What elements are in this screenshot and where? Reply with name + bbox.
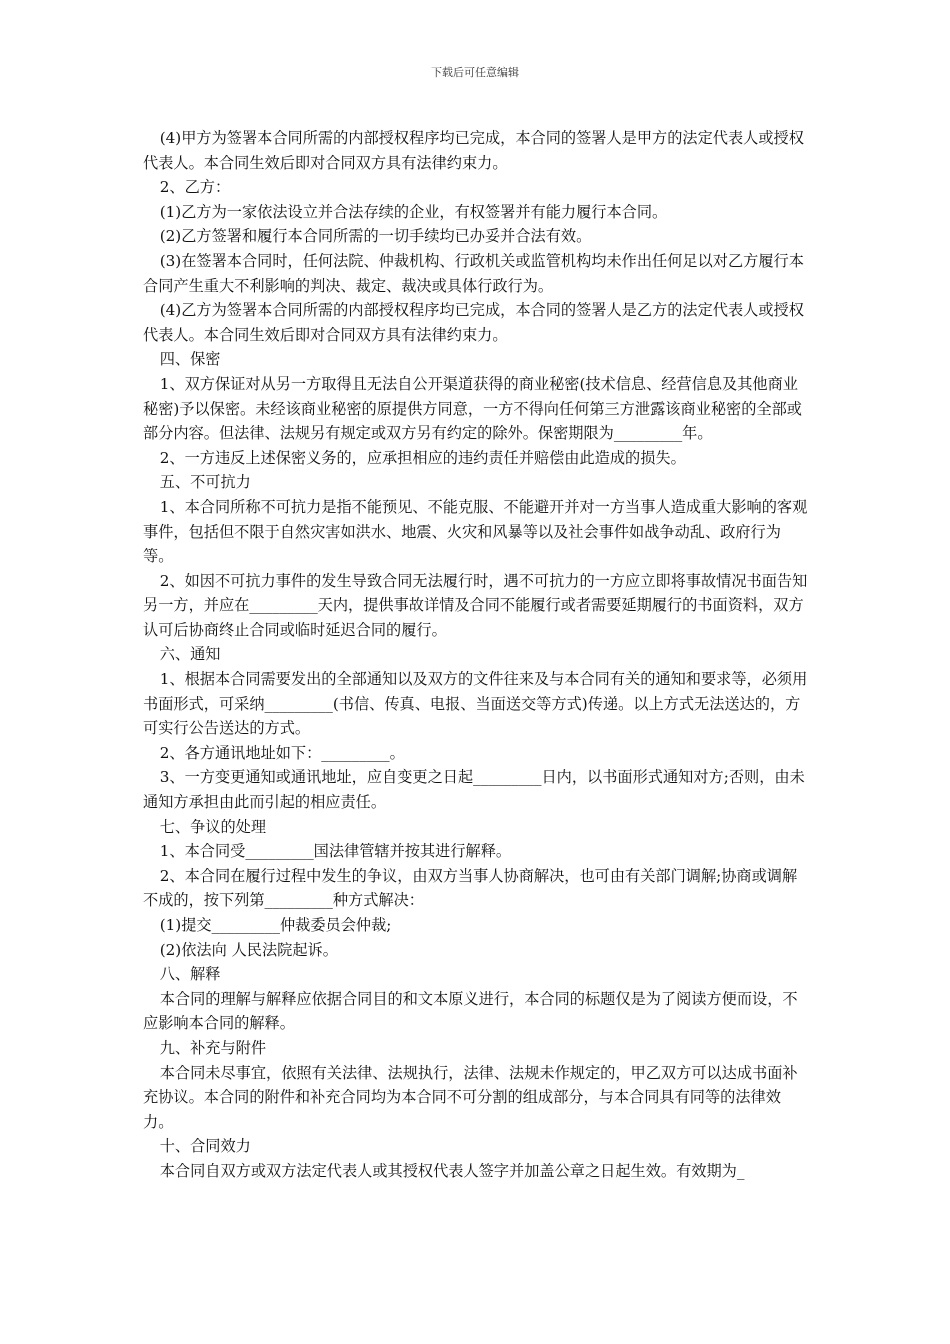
document-body bbox=[143, 126, 811, 1184]
paragraph-force-majeure-2: 2、如因不可抗力事件的发生导致合同无法履行时，遇不可抗力的一方应立即将事故情况书面告知另一方，并应在_________天内，提供事故详情及合同不能履行或者需要延期履行的书面资料，双方认可后协商终止合同或临时延迟合同的履行。 bbox=[143, 571, 808, 639]
paragraph-party-b-heading: 2、乙方： bbox=[159, 178, 231, 197]
section-heading-dispute: 七、争议的处理 bbox=[159, 817, 267, 836]
paragraph-validity: 本合同自双方或双方法定代表人或其授权代表人签字并加盖公章之日起生效。有效期为_ bbox=[159, 1161, 745, 1180]
paragraph-party-b-4: (4)乙方为签署本合同所需的内部授权程序均已完成，本合同的签署人是乙方的法定代表人或授权代表人。本合同生效后即对合同双方具有法律约束力。 bbox=[143, 301, 804, 344]
paragraph-force-majeure-1: 1、本合同所称不可抗力是指不能预见、不能克服、不能避开并对一方当事人造成重大影响的客观事件，包括但不限于自然灾害如洪水、地震、火灾和风暴等以及社会事件如战争动乱、政府行为等。 bbox=[143, 497, 808, 566]
section-heading-notice: 六、通知 bbox=[159, 645, 221, 664]
paragraph-interpretation: 本合同的理解与解释应依据合同目的和文本原义进行，本合同的标题仅是为了阅读方便而设，不应影响本合同的解释。 bbox=[143, 989, 798, 1033]
paragraph-party-b-2: (2)乙方签署和履行本合同所需的一切手续均已办妥并合法有效。 bbox=[159, 227, 592, 246]
paragraph-party-b-3: (3)在签署本合同时，任何法院、仲裁机构、行政机关或监管机构均未作出任何足以对乙方履行本合同产生重大不利影响的判决、裁定、裁决或具体行政行为。 bbox=[143, 251, 804, 295]
paragraph-supplement: 本合同未尽事宜，依照有关法律、法规执行，法律、法规未作规定的，甲乙双方可以达成书面补充协议。本合同的附件和补充合同均为本合同不可分割的组成部分，与本合同具有同等的法律效力。 bbox=[143, 1063, 798, 1131]
paragraph-dispute-option-2: (2)依法向 人民法院起诉。 bbox=[159, 940, 338, 959]
paragraph-confidentiality-2: 2、一方违反上述保密义务的，应承担相应的违约责任并赔偿由此造成的损失。 bbox=[159, 448, 686, 467]
paragraph-party-b-1: (1)乙方为一家依法设立并合法存续的企业，有权签署并有能力履行本合同。 bbox=[159, 202, 668, 221]
section-heading-supplement: 九、补充与附件 bbox=[159, 1038, 267, 1057]
paragraph-confidentiality-1: 1、双方保证对从另一方取得且无法自公开渠道获得的商业秘密(技术信息、经营信息及其他商业秘密)予以保密。未经该商业秘密的原提供方同意，一方不得向任何第三方泄露该商业秘密的全部或部分内容。但法律、法规另有规定或双方另有约定的除外。保密期限为_________年。 bbox=[143, 374, 802, 443]
paragraph-notice-2: 2、各方通讯地址如下：_________。 bbox=[159, 743, 405, 762]
section-heading-interpretation: 八、解释 bbox=[159, 965, 221, 984]
section-heading-force-majeure: 五、不可抗力 bbox=[159, 473, 251, 492]
paragraph-dispute-2: 2、本合同在履行过程中发生的争议，由双方当事人协商解决，也可由有关部门调解;协商或调解不成的，按下列第_________种方式解决： bbox=[143, 866, 798, 910]
section-heading-confidentiality: 四、保密 bbox=[159, 350, 221, 369]
section-heading-validity: 十、合同效力 bbox=[159, 1137, 251, 1156]
paragraph-notice-1: 1、根据本合同需要发出的全部通知以及双方的文件往来及与本合同有关的通知和要求等，必须用书面形式，可采纳_________(书信、传真、电报、当面送交等方式)传递。以上方式无法送达的，方可实行公告送达的方式。 bbox=[143, 670, 808, 738]
paragraph-dispute-1: 1、本合同受_________国法律管辖并按其进行解释。 bbox=[159, 842, 512, 861]
paragraph-dispute-option-1: (1)提交_________仲裁委员会仲裁; bbox=[159, 916, 392, 934]
paragraph-party-a-authorization: (4)甲方为签署本合同所需的内部授权程序均已完成，本合同的签署人是甲方的法定代表人或授权代表人。本合同生效后即对合同双方具有法律约束力。 bbox=[143, 129, 804, 172]
page-header: 下载后可任意编辑 bbox=[431, 66, 519, 79]
paragraph-notice-3: 3、一方变更通知或通讯地址，应自变更之日起_________日内，以书面形式通知对方;否则，由未通知方承担由此而引起的相应责任。 bbox=[143, 768, 805, 812]
